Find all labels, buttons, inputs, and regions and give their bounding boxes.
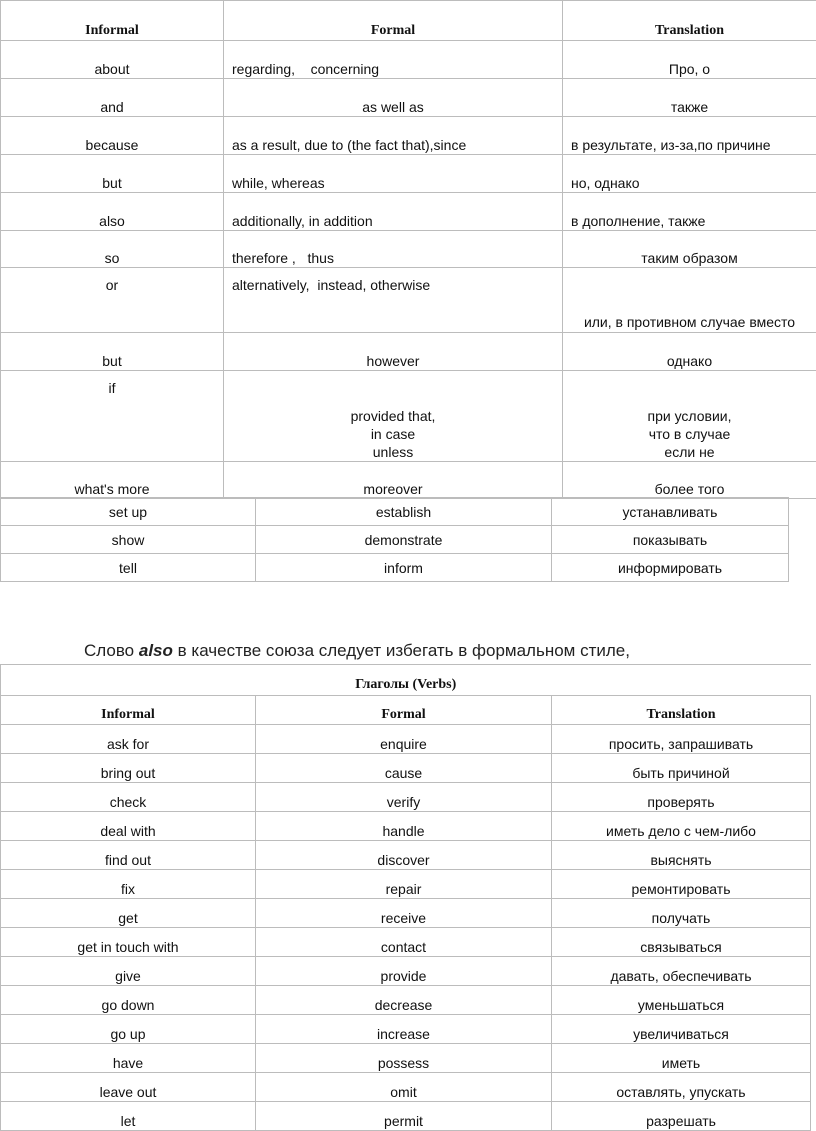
table-row: [1, 1073, 811, 1102]
formal-cell: discover: [256, 841, 552, 870]
formal-cell: establish: [256, 498, 552, 526]
table-row: [1, 193, 816, 231]
formal-cell: permit: [256, 1102, 552, 1131]
header-row: [1, 696, 811, 725]
informal-cell: set up: [1, 498, 256, 526]
translation-cell: [563, 371, 816, 462]
table-row: [1, 498, 789, 526]
translation-cell: в дополнение, также: [563, 193, 816, 231]
informal-cell: let: [1, 1102, 256, 1131]
table-row: [1, 79, 816, 117]
header-row: [1, 1, 816, 41]
formal-cell: possess: [256, 1044, 552, 1073]
header-informal: Informal: [1, 1, 224, 41]
translation-cell: связываться: [552, 928, 811, 957]
informal-cell: ask for: [1, 725, 256, 754]
table-row: [1, 812, 811, 841]
informal-cell: tell: [1, 554, 256, 582]
formal-cell: enquire: [256, 725, 552, 754]
note-after: в качестве союза следует избегать в формальном стиле,: [173, 641, 630, 660]
informal-cell: so: [1, 231, 224, 268]
translation-cell: увеличиваться: [552, 1015, 811, 1044]
formal-cell: omit: [256, 1073, 552, 1102]
translation-cell: получать: [552, 899, 811, 928]
informal-cell: but: [1, 333, 224, 371]
verbs-table: [0, 664, 811, 1131]
header-formal: Formal: [256, 696, 552, 725]
formal-cell: contact: [256, 928, 552, 957]
header-translation: Translation: [563, 1, 816, 41]
verbs-caption: Глаголы (Verbs): [1, 665, 811, 696]
table-row: [1, 1044, 811, 1073]
translation-cell: иметь дело с чем-либо: [552, 812, 811, 841]
table-row: [1, 725, 811, 754]
table-row: [1, 155, 816, 193]
table-row: [1, 957, 811, 986]
table-row: [1, 462, 816, 499]
translation-cell: ремонтировать: [552, 870, 811, 899]
formal-cell: handle: [256, 812, 552, 841]
translation-cell: таким образом: [563, 231, 816, 268]
translation-cell: или, в противном случае вместо: [563, 268, 816, 333]
note-text: [84, 641, 630, 661]
translation-cell: более того: [563, 462, 816, 499]
informal-cell: if: [1, 371, 224, 462]
formal-cell: receive: [256, 899, 552, 928]
formal-cell: alternatively, instead, otherwise: [224, 268, 563, 333]
informal-cell: get: [1, 899, 256, 928]
formal-line: in case: [232, 425, 554, 443]
formal-cell: moreover: [224, 462, 563, 499]
translation-cell: также: [563, 79, 816, 117]
informal-cell: what's more: [1, 462, 224, 499]
informal-cell: go up: [1, 1015, 256, 1044]
translation-cell: быть причиной: [552, 754, 811, 783]
translation-cell: проверять: [552, 783, 811, 812]
formal-cell: regarding, concerning: [224, 41, 563, 79]
formal-cell: as well as: [224, 79, 563, 117]
formal-cell: while, whereas: [224, 155, 563, 193]
formal-cell: as a result, due to (the fact that),since: [224, 117, 563, 155]
table-row: [1, 117, 816, 155]
informal-cell: get in touch with: [1, 928, 256, 957]
table-row: [1, 41, 816, 79]
formal-cell: increase: [256, 1015, 552, 1044]
informal-cell: have: [1, 1044, 256, 1073]
note-emphasis: also: [139, 641, 173, 660]
translation-line: при условии,: [571, 407, 808, 425]
table-row: [1, 841, 811, 870]
table-row: [1, 783, 811, 812]
formal-cell: decrease: [256, 986, 552, 1015]
formal-cell: demonstrate: [256, 526, 552, 554]
translation-line: если не: [571, 443, 808, 461]
informal-cell: but: [1, 155, 224, 193]
formal-cell: verify: [256, 783, 552, 812]
translation-cell: но, однако: [563, 155, 816, 193]
formal-cell: repair: [256, 870, 552, 899]
informal-cell: and: [1, 79, 224, 117]
table-row: [1, 899, 811, 928]
informal-cell: also: [1, 193, 224, 231]
table-row: [1, 554, 789, 582]
informal-cell: about: [1, 41, 224, 79]
translation-cell: в результате, из-за,по причине: [563, 117, 816, 155]
header-formal: Formal: [224, 1, 563, 41]
translation-cell: давать, обеспечивать: [552, 957, 811, 986]
informal-cell: fix: [1, 870, 256, 899]
formal-line: provided that,: [232, 407, 554, 425]
verb-rows: [1, 725, 811, 1131]
informal-cell: bring out: [1, 754, 256, 783]
translation-cell: выяснять: [552, 841, 811, 870]
informal-cell: show: [1, 526, 256, 554]
header-informal: Informal: [1, 696, 256, 725]
formal-line: unless: [232, 443, 554, 461]
formal-cell: [224, 371, 563, 462]
translation-line: что в случае: [571, 425, 808, 443]
informal-cell: deal with: [1, 812, 256, 841]
header-translation: Translation: [552, 696, 811, 725]
formal-cell: inform: [256, 554, 552, 582]
table-row: [1, 870, 811, 899]
table-row: [1, 371, 816, 462]
informal-cell: give: [1, 957, 256, 986]
informal-cell: or: [1, 268, 224, 333]
formal-cell: cause: [256, 754, 552, 783]
translation-cell: просить, запрашивать: [552, 725, 811, 754]
formal-cell: therefore , thus: [224, 231, 563, 268]
table-row: [1, 526, 789, 554]
translation-cell: устанавливать: [552, 498, 789, 526]
extra-table: [0, 497, 789, 582]
note-before: Слово: [84, 641, 139, 660]
formal-cell: provide: [256, 957, 552, 986]
translation-cell: показывать: [552, 526, 789, 554]
informal-cell: because: [1, 117, 224, 155]
informal-cell: find out: [1, 841, 256, 870]
caption-row: [1, 665, 811, 696]
informal-cell: leave out: [1, 1073, 256, 1102]
translation-cell: оставлять, упускать: [552, 1073, 811, 1102]
translation-cell: иметь: [552, 1044, 811, 1073]
table-row: [1, 986, 811, 1015]
formal-cell: additionally, in addition: [224, 193, 563, 231]
translation-cell: информировать: [552, 554, 789, 582]
informal-cell: check: [1, 783, 256, 812]
translation-cell: разрешать: [552, 1102, 811, 1131]
table-row: [1, 268, 816, 333]
translation-cell: однако: [563, 333, 816, 371]
translation-cell: уменьшаться: [552, 986, 811, 1015]
table-row: [1, 1015, 811, 1044]
table-row: [1, 333, 816, 371]
table-row: [1, 928, 811, 957]
conjunctions-table: [0, 0, 816, 499]
formal-cell: however: [224, 333, 563, 371]
informal-cell: go down: [1, 986, 256, 1015]
table-row: [1, 231, 816, 268]
table-row: [1, 1102, 811, 1131]
table-row: [1, 754, 811, 783]
translation-cell: Про, о: [563, 41, 816, 79]
